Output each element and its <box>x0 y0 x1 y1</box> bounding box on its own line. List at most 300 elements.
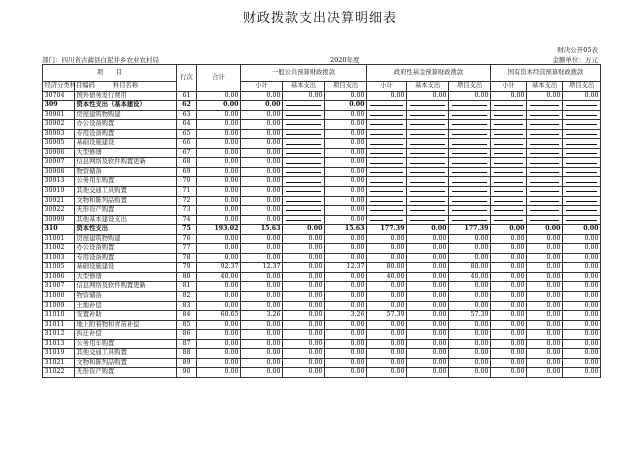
amount-cell <box>407 110 449 120</box>
header-state-capital: 国有资本经营预算财政拨款 <box>491 65 601 82</box>
subject-name-cell: 无形资产购置 <box>75 206 177 216</box>
amount-cell: 80.00 <box>449 263 491 273</box>
table-row <box>43 129 601 139</box>
amount-cell: 0.00 <box>491 292 527 302</box>
amount-cell <box>407 148 449 158</box>
amount-cell <box>407 129 449 139</box>
amount-cell <box>367 129 407 139</box>
amount-cell: 0.00 <box>241 301 283 311</box>
table-row <box>43 358 601 368</box>
amount-cell <box>283 215 325 225</box>
header-row-no: 行次 <box>177 65 197 92</box>
table-row <box>43 196 601 206</box>
amount-cell: 0.00 <box>241 358 283 368</box>
amount-cell <box>527 101 563 111</box>
amount-cell: 0.00 <box>325 101 367 111</box>
amount-cell: 0.00 <box>325 215 367 225</box>
amount-cell: 0.00 <box>449 368 491 378</box>
amount-cell <box>283 139 325 149</box>
amount-cell: 0.00 <box>283 311 325 321</box>
amount-cell: 0.00 <box>241 101 283 111</box>
subject-name-cell: 物资储备 <box>75 167 177 177</box>
header-project-exp: 项目支出 <box>325 82 367 92</box>
subject-name-cell: 土地补偿 <box>75 301 177 311</box>
amount-cell: 0.00 <box>197 206 241 216</box>
amount-cell: 0.00 <box>325 330 367 340</box>
amount-cell <box>527 215 563 225</box>
row-no-cell: 71 <box>177 187 197 197</box>
amount-cell <box>407 177 449 187</box>
amount-cell: 0.00 <box>491 330 527 340</box>
amount-cell <box>407 215 449 225</box>
amount-cell: 40.00 <box>449 272 491 282</box>
amount-cell: 0.00 <box>241 320 283 330</box>
amount-cell: 12.37 <box>325 263 367 273</box>
amount-cell: 0.00 <box>197 368 241 378</box>
amount-cell: 0.00 <box>563 253 601 263</box>
amount-cell <box>491 187 527 197</box>
amount-cell: 0.00 <box>527 349 563 359</box>
amount-cell: 0.00 <box>367 292 407 302</box>
econ-code-cell: 30913 <box>43 177 75 187</box>
table-row <box>43 148 601 158</box>
amount-cell <box>367 187 407 197</box>
subject-name-cell: 信息网络及软件购置更新 <box>75 282 177 292</box>
amount-cell <box>563 148 601 158</box>
table-row <box>43 292 601 302</box>
amount-cell: 193.02 <box>197 225 241 235</box>
econ-code-cell: 31003 <box>43 253 75 263</box>
amount-cell: 0.00 <box>197 244 241 254</box>
econ-code-cell: 31021 <box>43 358 75 368</box>
subject-name-cell: 大型修缮 <box>75 148 177 158</box>
table-row <box>43 339 601 349</box>
table-row <box>43 368 601 378</box>
amount-cell: 0.00 <box>283 225 325 235</box>
amount-cell <box>491 206 527 216</box>
amount-cell: 0.00 <box>283 330 325 340</box>
table-row <box>43 272 601 282</box>
subject-name-cell: 资本性支出 <box>75 225 177 235</box>
amount-cell: 0.00 <box>241 196 283 206</box>
amount-cell: 0.00 <box>407 272 449 282</box>
amount-cell <box>367 177 407 187</box>
amount-cell: 0.00 <box>197 158 241 168</box>
amount-cell <box>527 187 563 197</box>
amount-cell <box>283 177 325 187</box>
amount-cell <box>491 196 527 206</box>
amount-cell: 0.00 <box>563 368 601 378</box>
amount-cell: 0.00 <box>407 358 449 368</box>
subject-name-cell: 基础设施建设 <box>75 263 177 273</box>
amount-cell: 0.00 <box>325 187 367 197</box>
econ-code-cell: 31007 <box>43 282 75 292</box>
amount-cell <box>449 215 491 225</box>
amount-cell: 0.00 <box>563 225 601 235</box>
amount-cell: 0.00 <box>325 272 367 282</box>
amount-cell <box>283 101 325 111</box>
amount-cell: 0.00 <box>325 234 367 244</box>
amount-cell <box>563 196 601 206</box>
amount-cell: 0.00 <box>563 311 601 321</box>
econ-code-cell: 31010 <box>43 311 75 321</box>
amount-cell: 0.00 <box>449 244 491 254</box>
amount-cell <box>367 139 407 149</box>
subject-name-cell: 专用设备购置 <box>75 129 177 139</box>
amount-cell: 0.00 <box>325 358 367 368</box>
subject-name-cell: 公务用车购置 <box>75 177 177 187</box>
form-code: 财决公开05表 <box>557 46 598 54</box>
amount-cell: 0.00 <box>527 330 563 340</box>
amount-cell <box>367 196 407 206</box>
amount-cell: 0.00 <box>367 330 407 340</box>
row-no-cell: 73 <box>177 206 197 216</box>
amount-cell: 177.39 <box>367 225 407 235</box>
subject-name-cell: 房屋建筑物购建 <box>75 234 177 244</box>
amount-cell: 0.00 <box>491 225 527 235</box>
amount-cell <box>491 167 527 177</box>
amount-cell: 0.00 <box>367 368 407 378</box>
table-row <box>43 263 601 273</box>
amount-cell <box>407 139 449 149</box>
amount-cell: 0.00 <box>241 368 283 378</box>
econ-code-cell: 30922 <box>43 206 75 216</box>
amount-cell: 0.00 <box>197 282 241 292</box>
amount-cell <box>283 129 325 139</box>
header-subtotal: 小计 <box>241 82 283 92</box>
amount-cell: 0.00 <box>241 120 283 130</box>
amount-cell: 0.00 <box>197 177 241 187</box>
amount-cell <box>527 120 563 130</box>
table-row <box>43 167 601 177</box>
amount-cell: 92.37 <box>197 263 241 273</box>
amount-cell <box>283 196 325 206</box>
amount-cell <box>527 110 563 120</box>
amount-cell: 40.00 <box>197 272 241 282</box>
amount-cell: 0.00 <box>283 263 325 273</box>
amount-cell: 0.00 <box>197 110 241 120</box>
amount-cell: 0.00 <box>325 320 367 330</box>
amount-cell: 0.00 <box>449 253 491 263</box>
header-general-budget: 一般公共预算财政拨款 <box>241 65 367 82</box>
amount-cell: 0.00 <box>527 225 563 235</box>
header-row-1 <box>43 65 601 82</box>
amount-cell <box>449 196 491 206</box>
row-no-cell: 78 <box>177 253 197 263</box>
amount-cell: 0.00 <box>449 282 491 292</box>
amount-cell <box>527 139 563 149</box>
amount-cell: 0.00 <box>527 292 563 302</box>
amount-cell <box>563 206 601 216</box>
table-row <box>43 244 601 254</box>
amount-cell: 0.00 <box>491 282 527 292</box>
econ-code-cell: 30903 <box>43 129 75 139</box>
amount-cell: 0.00 <box>407 253 449 263</box>
amount-cell: 0.00 <box>197 292 241 302</box>
amount-cell: 0.00 <box>407 292 449 302</box>
expenditure-table <box>42 64 601 378</box>
amount-cell: 12.37 <box>241 263 283 273</box>
amount-cell: 0.00 <box>563 91 601 101</box>
amount-cell: 0.00 <box>325 148 367 158</box>
page-title: 财政拨款支出决算明细表 <box>242 11 397 26</box>
amount-cell: 0.00 <box>449 91 491 101</box>
amount-cell: 0.00 <box>563 330 601 340</box>
amount-cell: 0.00 <box>283 339 325 349</box>
econ-code-cell: 31006 <box>43 272 75 282</box>
amount-cell: 0.00 <box>283 91 325 101</box>
amount-cell: 0.00 <box>197 215 241 225</box>
amount-cell: 0.00 <box>449 320 491 330</box>
amount-cell: 0.00 <box>197 301 241 311</box>
row-no-cell: 87 <box>177 339 197 349</box>
amount-cell: 0.00 <box>283 349 325 359</box>
amount-cell: 0.00 <box>241 139 283 149</box>
amount-cell <box>407 120 449 130</box>
amount-cell <box>527 148 563 158</box>
amount-cell: 0.00 <box>491 339 527 349</box>
amount-cell: 0.00 <box>407 234 449 244</box>
amount-cell: 0.00 <box>241 91 283 101</box>
subject-name-cell: 信息网络及软件购置更新 <box>75 158 177 168</box>
amount-cell: 0.00 <box>283 272 325 282</box>
amount-cell: 0.00 <box>283 358 325 368</box>
subject-name-cell: 其他基本建设支出 <box>75 215 177 225</box>
subject-name-cell: 文物和陈列品购置 <box>75 196 177 206</box>
amount-cell <box>283 187 325 197</box>
year-label: 2020年度 <box>330 56 360 64</box>
amount-cell: 0.00 <box>197 196 241 206</box>
table-row <box>43 349 601 359</box>
subject-name-cell: 文物和陈列品购置 <box>75 358 177 368</box>
amount-cell: 0.00 <box>491 358 527 368</box>
amount-cell: 0.00 <box>563 234 601 244</box>
amount-cell: 0.00 <box>563 358 601 368</box>
amount-cell: 0.00 <box>241 282 283 292</box>
amount-cell: 80.00 <box>367 263 407 273</box>
amount-cell <box>449 148 491 158</box>
table-row <box>43 311 601 321</box>
econ-code-cell: 30919 <box>43 187 75 197</box>
amount-cell <box>407 196 449 206</box>
amount-cell: 0.00 <box>527 339 563 349</box>
amount-cell: 0.00 <box>283 244 325 254</box>
amount-cell: 0.00 <box>527 368 563 378</box>
table-row <box>43 120 601 130</box>
amount-cell: 0.00 <box>197 234 241 244</box>
table-row <box>43 110 601 120</box>
subject-name-cell: 安置补助 <box>75 311 177 321</box>
amount-cell: 0.00 <box>407 225 449 235</box>
amount-cell <box>367 167 407 177</box>
amount-cell: 0.00 <box>563 349 601 359</box>
amount-cell: 0.00 <box>325 91 367 101</box>
row-no-cell: 75 <box>177 225 197 235</box>
header-econ-code: 经济分类科目编码 <box>43 82 75 92</box>
amount-cell <box>563 110 601 120</box>
amount-cell: 0.00 <box>527 301 563 311</box>
subject-name-cell: 资本性支出（基本建设） <box>75 101 177 111</box>
row-no-cell: 65 <box>177 129 197 139</box>
amount-cell: 0.00 <box>197 339 241 349</box>
amount-cell <box>563 101 601 111</box>
amount-cell: 0.00 <box>241 349 283 359</box>
header-total: 合计 <box>197 65 241 92</box>
header-row-2 <box>43 82 601 92</box>
amount-cell: 0.00 <box>325 139 367 149</box>
econ-code-cell: 31005 <box>43 263 75 273</box>
amount-cell: 0.00 <box>241 234 283 244</box>
amount-cell: 0.00 <box>527 263 563 273</box>
amount-cell: 0.00 <box>241 177 283 187</box>
amount-cell: 0.00 <box>449 234 491 244</box>
amount-cell: 0.00 <box>527 282 563 292</box>
econ-code-cell: 30901 <box>43 110 75 120</box>
amount-cell: 0.00 <box>325 244 367 254</box>
econ-code-cell: 31011 <box>43 320 75 330</box>
amount-cell <box>527 177 563 187</box>
amount-cell: 0.00 <box>197 167 241 177</box>
amount-cell: 0.00 <box>325 110 367 120</box>
econ-code-cell: 31019 <box>43 349 75 359</box>
amount-cell <box>283 158 325 168</box>
amount-cell: 0.00 <box>367 282 407 292</box>
amount-cell: 0.00 <box>407 339 449 349</box>
amount-cell: 0.00 <box>241 272 283 282</box>
econ-code-cell: 31002 <box>43 244 75 254</box>
amount-cell <box>407 206 449 216</box>
row-no-cell: 80 <box>177 272 197 282</box>
header-basic: 基本支出 <box>283 82 325 92</box>
amount-cell: 0.00 <box>325 129 367 139</box>
amount-cell: 15.63 <box>241 225 283 235</box>
subject-name-cell: 地上附着物和青苗补偿 <box>75 320 177 330</box>
amount-cell: 0.00 <box>325 177 367 187</box>
amount-cell: 0.00 <box>367 358 407 368</box>
amount-cell: 0.00 <box>367 234 407 244</box>
amount-cell <box>367 206 407 216</box>
header-subtotal: 小计 <box>491 82 527 92</box>
amount-cell: 0.00 <box>491 263 527 273</box>
unit-label: 金额单位：万元 <box>552 56 598 64</box>
amount-cell <box>563 129 601 139</box>
amount-cell: 0.00 <box>407 282 449 292</box>
table-row <box>43 301 601 311</box>
amount-cell <box>283 167 325 177</box>
amount-cell <box>491 177 527 187</box>
econ-code-cell: 30999 <box>43 215 75 225</box>
row-no-cell: 88 <box>177 349 197 359</box>
econ-code-cell: 31012 <box>43 330 75 340</box>
amount-cell: 0.00 <box>491 320 527 330</box>
amount-cell: 0.00 <box>407 320 449 330</box>
amount-cell <box>563 120 601 130</box>
subject-name-cell: 国外债务发行费用 <box>75 91 177 101</box>
amount-cell <box>407 187 449 197</box>
amount-cell: 0.00 <box>491 253 527 263</box>
amount-cell <box>563 167 601 177</box>
row-no-cell: 90 <box>177 368 197 378</box>
row-no-cell: 77 <box>177 244 197 254</box>
amount-cell <box>491 139 527 149</box>
row-no-cell: 76 <box>177 234 197 244</box>
econ-code-cell: 31013 <box>43 339 75 349</box>
subject-name-cell: 专用设备购置 <box>75 253 177 263</box>
amount-cell: 60.65 <box>197 311 241 321</box>
amount-cell: 0.00 <box>197 253 241 263</box>
subject-name-cell: 大型修缮 <box>75 272 177 282</box>
table-row <box>43 158 601 168</box>
amount-cell: 0.00 <box>527 272 563 282</box>
amount-cell: 0.00 <box>197 187 241 197</box>
amount-cell: 0.00 <box>449 330 491 340</box>
amount-cell: 0.00 <box>241 187 283 197</box>
amount-cell: 40.00 <box>367 272 407 282</box>
table-row <box>43 177 601 187</box>
amount-cell: 0.00 <box>407 368 449 378</box>
amount-cell: 57.39 <box>449 311 491 321</box>
econ-code-cell: 309 <box>43 101 75 111</box>
amount-cell <box>367 158 407 168</box>
amount-cell <box>563 187 601 197</box>
amount-cell: 0.00 <box>197 358 241 368</box>
amount-cell: 0.00 <box>241 244 283 254</box>
amount-cell <box>491 129 527 139</box>
amount-cell: 0.00 <box>367 320 407 330</box>
header-subject-name: 科目名称 <box>75 82 177 92</box>
table-row <box>43 206 601 216</box>
subject-name-cell: 物资储备 <box>75 292 177 302</box>
econ-code-cell: 30902 <box>43 120 75 130</box>
amount-cell: 0.00 <box>491 368 527 378</box>
amount-cell <box>367 148 407 158</box>
amount-cell: 0.00 <box>241 110 283 120</box>
amount-cell: 0.00 <box>491 301 527 311</box>
amount-cell: 3.26 <box>241 311 283 321</box>
amount-cell <box>563 215 601 225</box>
amount-cell: 0.00 <box>197 91 241 101</box>
table-row <box>43 187 601 197</box>
amount-cell <box>491 110 527 120</box>
amount-cell: 0.00 <box>563 272 601 282</box>
amount-cell <box>407 167 449 177</box>
amount-cell <box>449 101 491 111</box>
amount-cell: 0.00 <box>407 263 449 273</box>
amount-cell: 0.00 <box>527 253 563 263</box>
amount-cell: 0.00 <box>325 368 367 378</box>
amount-cell: 0.00 <box>325 196 367 206</box>
amount-cell: 0.00 <box>325 206 367 216</box>
amount-cell <box>367 215 407 225</box>
amount-cell: 0.00 <box>449 301 491 311</box>
econ-code-cell: 310 <box>43 225 75 235</box>
amount-cell: 0.00 <box>491 234 527 244</box>
row-no-cell: 83 <box>177 301 197 311</box>
amount-cell <box>449 177 491 187</box>
amount-cell: 0.00 <box>527 234 563 244</box>
table-row <box>43 282 601 292</box>
amount-cell: 0.00 <box>449 339 491 349</box>
amount-cell <box>449 129 491 139</box>
amount-cell: 0.00 <box>527 320 563 330</box>
header-gov-fund: 政府性基金预算财政拨款 <box>367 65 491 82</box>
header-project-exp: 项目支出 <box>563 82 601 92</box>
amount-cell: 0.00 <box>283 368 325 378</box>
econ-code-cell: 30906 <box>43 148 75 158</box>
amount-cell: 0.00 <box>367 301 407 311</box>
amount-cell: 0.00 <box>325 301 367 311</box>
amount-cell: 0.00 <box>325 339 367 349</box>
